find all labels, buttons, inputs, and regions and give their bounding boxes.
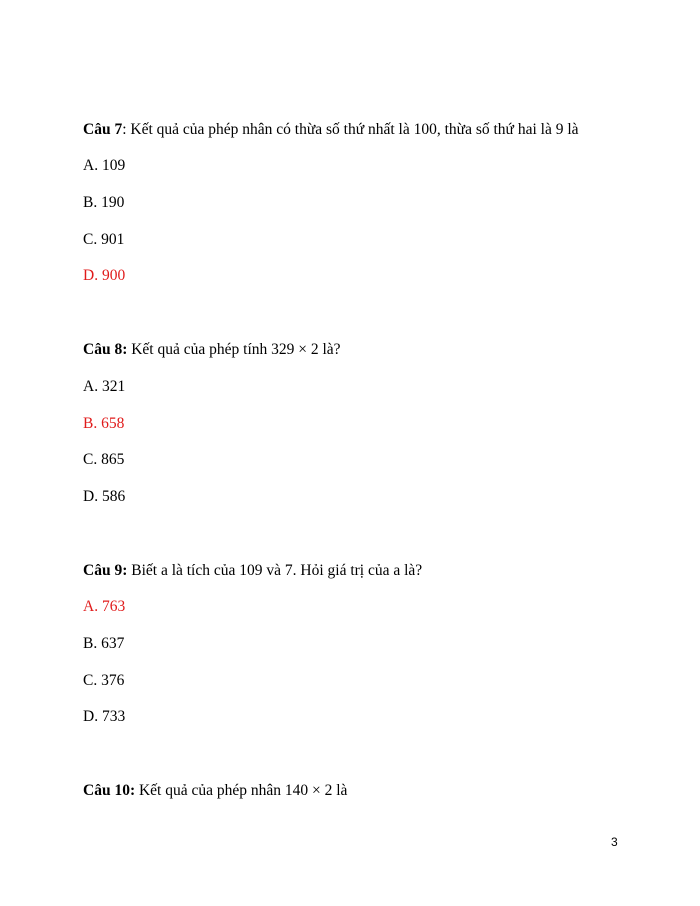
question-7-text: Kết quả của phép nhân có thừa số thứ nhất là 100, thừa số thứ hai là 9 là [130,121,579,138]
question-8-text: Kết quả của phép tính 329 × 2 là? [131,341,341,358]
question-10-text: Kết quả của phép nhân 140 × 2 là [138,782,348,799]
question-7-option-a: A. 109 [83,157,126,174]
question-7-option-b: B. 190 [83,194,125,211]
question-9-option-a-correct: A. 763 [83,598,126,615]
question-8 [83,340,341,360]
question-10-label: Câu 10: [83,782,136,799]
question-9-option-c: C. 376 [83,672,125,689]
question-7-option-c: C. 901 [83,231,125,248]
question-8-option-d: D. 586 [83,488,126,505]
question-7-separator: : [122,121,131,138]
question-8-label: Câu 8: [83,341,128,358]
question-7-option-d-correct: D. 900 [83,267,126,284]
question-8-option-b-correct: B. 658 [83,415,125,432]
question-9 [83,561,422,581]
question-7 [83,120,579,140]
page-number: 3 [611,835,618,849]
question-8-option-a: A. 321 [83,378,126,395]
question-9-option-d: D. 733 [83,708,126,725]
question-7-label: Câu 7 [83,121,123,138]
question-9-option-b: B. 637 [83,635,125,652]
question-9-text: Biết a là tích của 109 và 7. Hỏi giá trị của a là? [131,562,423,579]
question-8-option-c: C. 865 [83,451,125,468]
question-10 [83,781,347,801]
question-9-label: Câu 9: [83,562,128,579]
